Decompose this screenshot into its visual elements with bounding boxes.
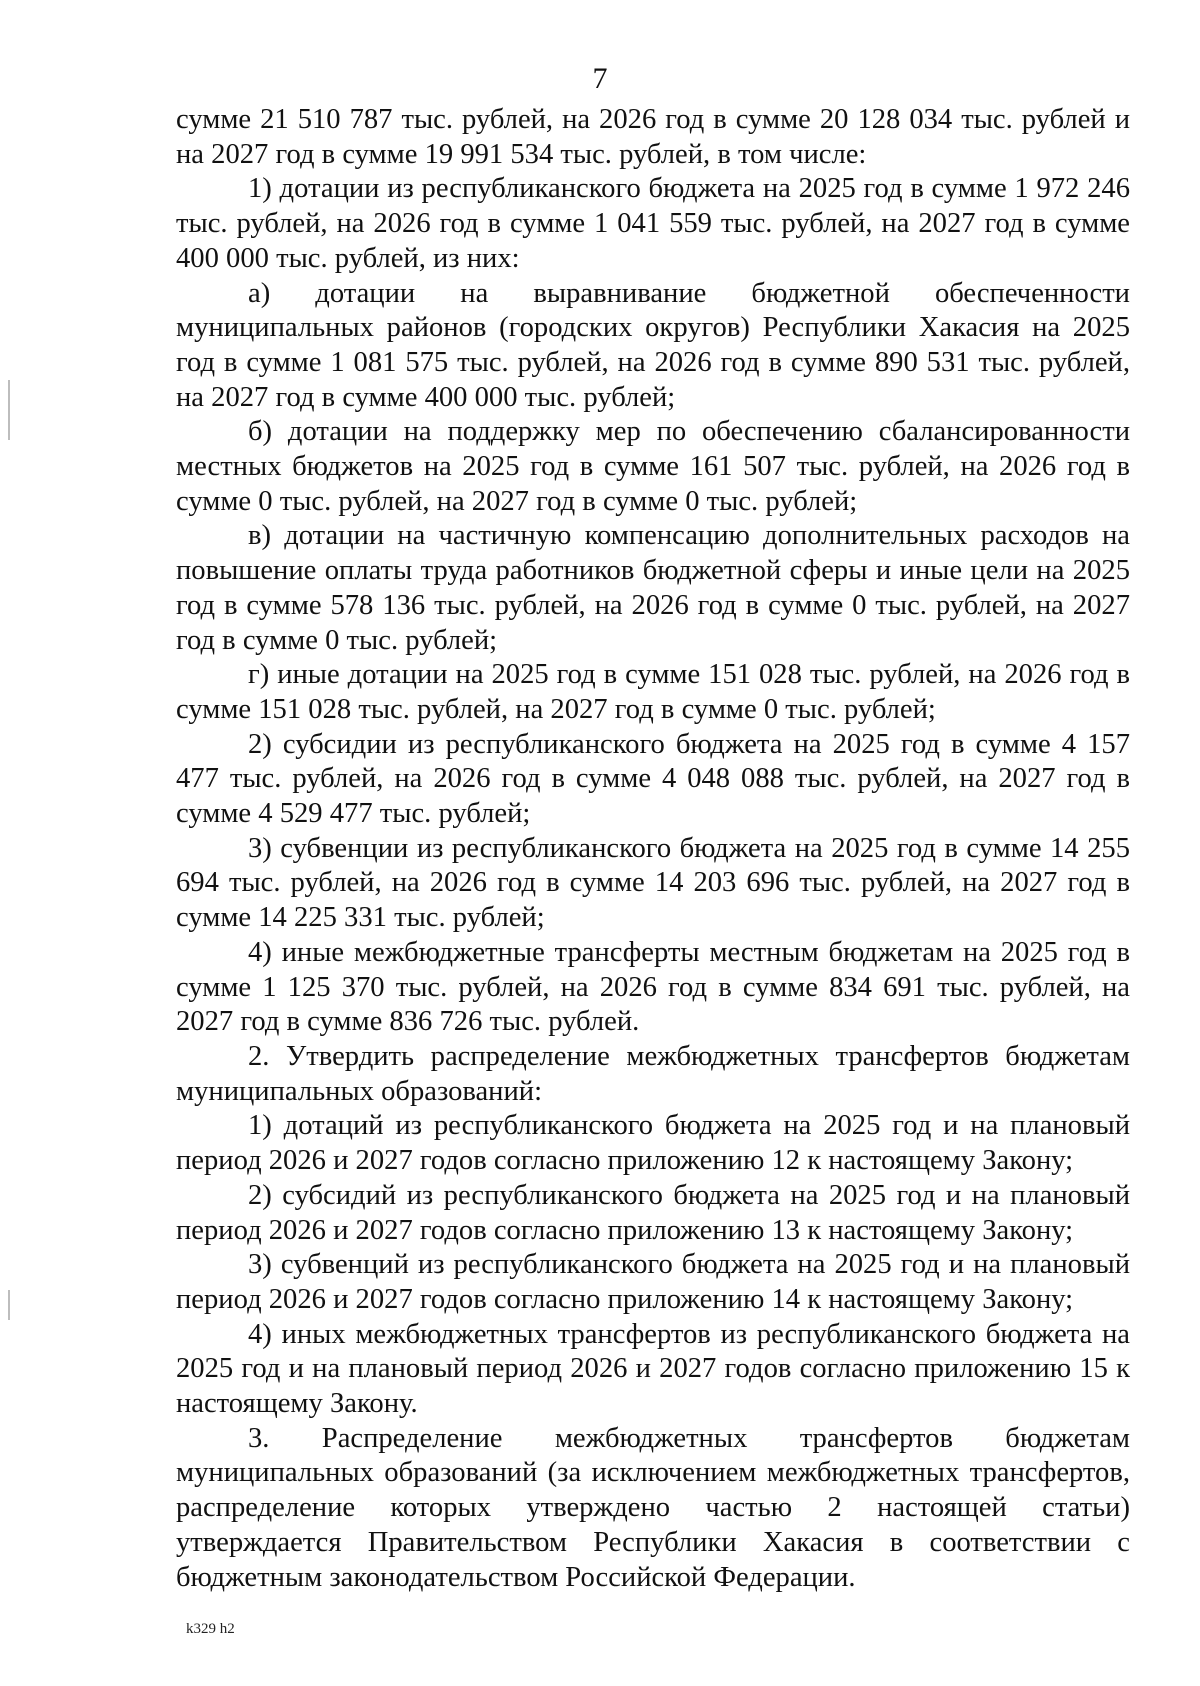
paragraph-section-2-item-3: 3) субвенций из республиканского бюджета на 2025 год и на плановый период 2026 и 2027 годов согласно приложению 14 к настоящему Закону; xyxy=(176,1249,1130,1315)
paragraph-section-2: 2. Утвердить распределение межбюджетных трансфертов бюджетам муниципальных образований: xyxy=(176,1040,1130,1107)
paragraph-item-g: г) иные дотации на 2025 год в сумме 151 028 тыс. рублей, на 2026 год в сумме 151 028 тыс. рублей, на 2027 год в сумме 0 тыс. рублей; xyxy=(176,659,1130,725)
page-number: 7 xyxy=(592,62,608,95)
document-body xyxy=(176,103,1130,1595)
paragraph-item-a: а) дотации на выравнивание бюджетной обеспеченности муниципальных районов (городских округов) Республики Хакасия на 2025 год в сумме 1 081 575 тыс. рублей, на 2026 год в сумме 890 531 тыс. рублей, на 2027 год в сумме 400 000 тыс. рублей; xyxy=(176,277,1130,413)
paragraph-section-3: 3. Распределение межбюджетных трансфертов бюджетам муниципальных образований (за исключением межбюджетных трансфертов, распределение которых утверждено частью 2 настоящей статьи) утверждается Правительством Республики Хакасия в соответствии с бюджетным законодательством Российской Федерации. xyxy=(176,1422,1130,1593)
paragraph-item-3-subventions: 3) субвенции из республиканского бюджета на 2025 год в сумме 14 255 694 тыс. рублей, на 2026 год в сумме 14 203 696 тыс. рублей, на 2027 год в сумме 14 225 331 тыс. рублей; xyxy=(176,832,1130,934)
paragraph-item-v: в) дотации на частичную компенсацию дополнительных расходов на повышение оплаты труда работников бюджетной сферы и иные цели на 2025 год в сумме 578 136 тыс. рублей, на 2026 год в сумме 0 тыс. рублей, на 2027 год в сумме 0 тыс. рублей; xyxy=(176,520,1130,656)
paragraph-item-b: б) дотации на поддержку мер по обеспечению сбалансированности местных бюджетов на 2025 год в сумме 161 507 тыс. рублей, на 2026 год в сумме 0 тыс. рублей, на 2027 год в сумме 0 тыс. рублей; xyxy=(176,416,1130,517)
paragraph-section-2-item-4: 4) иных межбюджетных трансфертов из республиканского бюджета на 2025 год и на плановый период 2026 и 2027 годов согласно приложению 15 к настоящему Закону. xyxy=(176,1318,1130,1420)
paragraph-item-1-dotations: 1) дотации из республиканского бюджета на 2025 год в сумме 1 972 246 тыс. рублей, на 2026 год в сумме 1 041 559 тыс. рублей, на 2027 год в сумме 400 000 тыс. рублей, из них: xyxy=(176,173,1130,274)
scan-edge-mark xyxy=(8,1290,10,1320)
paragraph-continuation: сумме 21 510 787 тыс. рублей, на 2026 год в сумме 20 128 034 тыс. рублей и на 2027 год в сумме 19 991 534 тыс. рублей, в том числе: xyxy=(176,104,1130,170)
scan-edge-mark xyxy=(8,380,10,440)
paragraph-item-2-subsidies: 2) субсидии из республиканского бюджета на 2025 год в сумме 4 157 477 тыс. рублей, на 2026 год в сумме 4 048 088 тыс. рублей, на 2027 год в сумме 4 529 477 тыс. рублей; xyxy=(176,728,1130,830)
footer-document-code: k329 h2 xyxy=(186,1621,235,1637)
paragraph-section-2-item-1: 1) дотаций из республиканского бюджета на 2025 год и на плановый период 2026 и 2027 годов согласно приложению 12 к настоящему Закону; xyxy=(176,1110,1130,1177)
paragraph-item-4-other-transfers: 4) иные межбюджетные трансферты местным бюджетам на 2025 год в сумме 1 125 370 тыс. рублей, на 2026 год в сумме 834 691 тыс. рублей, на 2027 год в сумме 836 726 тыс. рублей. xyxy=(176,936,1130,1038)
paragraph-section-2-item-2: 2) субсидий из республиканского бюджета на 2025 год и на плановый период 2026 и 2027 годов согласно приложению 13 к настоящему Закону; xyxy=(176,1179,1130,1246)
